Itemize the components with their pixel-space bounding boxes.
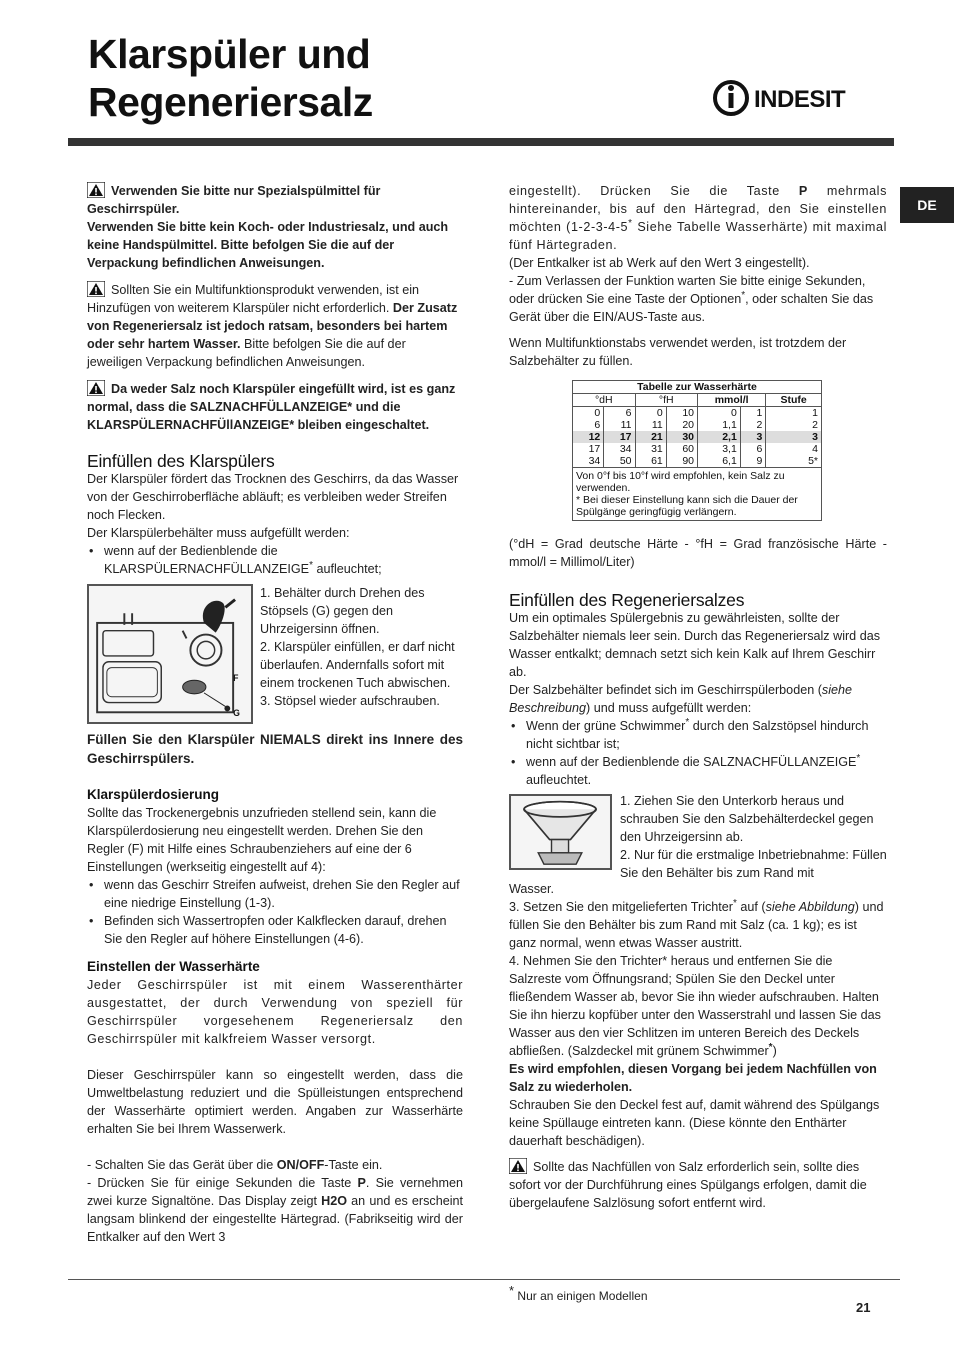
recommendation: Es wird empfohlen, diesen Vorgang bei jedem Nachfüllen von Salz zu wiederholen. xyxy=(509,1062,877,1094)
indesit-logo xyxy=(712,78,864,118)
step: Wasser. xyxy=(509,882,555,896)
label-f: F xyxy=(233,673,239,684)
warning-text: Der Zusatz von Regeneriersalz ist jedoch ratsam, besonders bei hartem oder sehr hartem Wasser. xyxy=(87,301,458,351)
warning-icon xyxy=(509,1158,527,1174)
unit-legend: (°dH = Grad deutsche Härte - °fH = Grad französische Härte - mmol/l = Millimol/Liter) xyxy=(509,537,887,569)
bullet-list xyxy=(87,542,463,578)
rinse-aid-dispenser-illustration xyxy=(87,584,253,724)
table-note: Von 0°f bis 10°f wird empfohlen, kein Salz zu verwenden. * Bei dieser Einstellung kann sich die Dauer der Spülgänge geringfügig verlängern. xyxy=(573,468,822,521)
paragraph: Der Klarspülerbehälter muss aufgefüllt werden: xyxy=(87,526,350,540)
warning-text: Verwenden Sie bitte kein Koch- oder Industriesalz, und auch keine Handspülmittel. Bitte befolgen Sie die auf der Verpackung befindlichen Anweisungen. xyxy=(87,220,449,270)
step: 1. Ziehen Sie den Unterkorb heraus und schrauben Sie den Salzbehälterdeckel gegen den Uhrzeigersinn ab. xyxy=(620,794,874,844)
water-hardness-table xyxy=(572,380,822,521)
warning-icon xyxy=(87,380,105,396)
title-line-1: Klarspüler und xyxy=(88,31,371,77)
paragraph: - Drücken Sie für einige Sekunden die Taste P. Sie vernehmen zwei kurze Signaltöne. Das Display zeigt H2O an und es erscheint langsam blinkend der eingestellte Härtegrad. (Fabrikseitig wird der Entkalker auf den Wert 3 xyxy=(87,1176,464,1244)
table-title: Tabelle zur Wasserhärte xyxy=(573,381,822,394)
table-row: 17 34 31 60 3,1 6 4 xyxy=(573,443,822,455)
table-row: 6 11 11 20 1,1 2 2 xyxy=(573,419,822,431)
footer-rule xyxy=(68,1279,900,1280)
step: 4. Nehmen Sie den Trichter* heraus und entfernen Sie die Salzreste vom Öffnungsrand; Spülen Sie den Deckel unter fließendem Wasser ab, bevor Sie ihn wieder aufschrauben. Halten Sie ihn hierzu kopfüber unter den Wasserstrahl und lassen Sie das Wasser aus den vier Schlitzen im unteren Bereich des Deckels abfließen. (Salzdeckel mit grünem Schwimmer*) xyxy=(509,954,881,1058)
paragraph: Der Salzbehälter befindet sich im Geschirrspülerboden (siehe Beschreibung) und muss aufgefüllt werden: xyxy=(509,683,853,715)
column-header: mmol/l xyxy=(698,394,766,407)
list-item: • wenn auf der Bedienblende die SALZNACHFÜLLANZEIGE* aufleuchtet. xyxy=(509,753,887,789)
paragraph: Um ein optimales Spülergebnis zu gewährleisten, sollte der Salzbehälter niemals leer sein. Durch das Regeneriersalz wird das Wasser entkalkt; demnach setzt sich kein Kalk auf Ihrem Geschirr ab. xyxy=(509,611,880,679)
step: 2. Nur für die erstmalige Inbetriebnahme: Füllen Sie den Behälter bis zum Rand mit xyxy=(620,848,887,880)
list-item: • Befinden sich Wassertropfen oder Kalkflecken darauf, drehen Sie den Regler auf höhere Einstellungen (4-6). xyxy=(87,912,463,948)
warning-text: Sollten Sie ein Multifunktionsprodukt verwenden, ist ein Hinzufügen von weiterem Klarspüler nicht erforderlich. xyxy=(87,283,420,315)
right-column xyxy=(509,182,887,1212)
step: 3. Setzen Sie den mitgelieferten Trichter* auf (siehe Abbildung) und füllen Sie den Behälter bis zum Rand mit Salz (ca. 1 kg); es ist ganz normal, wenn etwas Wasser austritt. xyxy=(509,897,884,950)
step: 1. Behälter durch Drehen des Stöpsels (G) gegen den Uhrzeigersinn öffnen. xyxy=(260,586,425,636)
warning-text: Sollte das Nachfüllen von Salz erforderlich sein, sollte dies sofort vor der Durchführung eines Spülgangs erfolgen, damit die übergelaufene Salzlösung sofort entfernt wird. xyxy=(509,1160,867,1210)
subheading-wasserhaerte: Einstellen der Wasserhärte xyxy=(87,959,260,974)
warning-indicators xyxy=(87,380,463,434)
paragraph: Sollte das Trockenergebnis unzufrieden stellend sein, kann die Klarspülerdosierung neu eingestellt werden. Drehen Sie den Regler (F) mit Hilfe eines Schraubenziehers auf eine der 6 Einstellungen (werkseitig eingestellt auf 4): xyxy=(87,806,437,874)
paragraph: Dieser Geschirrspüler kann so eingestellt werden, dass die Umweltbelastung reduziert und die Spülleistungen entsprechend der Wasserhärte optimiert werden. Angaben zur Wasserhärte erhalten Sie bei Ihrem Wasserwerk. xyxy=(87,1068,463,1136)
paragraph: Jeder Geschirrspüler ist mit einem Wasserenthärter ausgestattet, der durch Verwendung von speziell für Geschirrspüler vorgesehenem Regeneriersalz den Geschirrspüler mit kalkfreiem Wasser versorgt. xyxy=(87,978,463,1046)
list-item: • wenn auf der Bedienblende die KLARSPÜLERNACHFÜLLANZEIGE* aufleuchtet; xyxy=(87,542,463,578)
list-item: • Wenn der grüne Schwimmer* durch den Salzstöpsel hindurch nicht sichtbar ist; xyxy=(509,717,887,753)
paragraph: - Zum Verlassen der Funktion warten Sie bitte einige Sekunden, oder drücken Sie eine Taste der Optionen*, oder schalten Sie das Gerät über die EIN/AUS-Taste aus. xyxy=(509,274,874,324)
warning-icon xyxy=(87,281,105,297)
column-header: °fH xyxy=(635,394,698,407)
warning-multifunction xyxy=(87,281,463,371)
salt-block xyxy=(509,792,887,880)
paragraph: eingestellt). Drücken Sie die Taste P mehrmals hintereinander, bis auf den Härtegrad, den Sie einstellen möchten (1-2-3-4-5* Siehe Tabelle Wasserhärte) mit maximal fünf Härtegraden. xyxy=(509,184,887,252)
section-heading-regeneriersalz: Einfüllen des Regeneriersalzes xyxy=(509,590,745,610)
warning-text: Da weder Salz noch Klarspüler eingefüllt wird, ist es ganz normal, dass die SALZNACHFÜLLANZEIGE* und die KLARSPÜLERNACHFÜllANZEIGE* bleiben eingeschaltet. xyxy=(87,382,456,432)
title-line-2: Regeneriersalz xyxy=(88,79,373,125)
table-row-highlighted: 12 17 21 30 2,1 3 3 xyxy=(573,431,822,443)
paragraph: - Schalten Sie das Gerät über die ON/OFF-Taste ein. xyxy=(87,1158,383,1172)
table-row: 0 6 0 10 0 1 1 xyxy=(573,407,822,420)
page-title xyxy=(88,30,608,126)
salt-steps xyxy=(620,792,887,882)
language-tab: DE xyxy=(900,187,954,223)
warning-salt-overflow xyxy=(509,1158,887,1212)
warning-icon xyxy=(87,182,105,198)
footnote: * Nur an einigen Modellen xyxy=(509,1283,648,1303)
step: 3. Stöpsel wieder aufschrauben. xyxy=(260,694,440,708)
warning-text: Bitte befolgen Sie die auf der jeweiligen Verpackung befindlichen Anweisungen. xyxy=(87,337,406,369)
rinse-aid-steps xyxy=(260,584,465,710)
paragraph: (Der Entkalker ist ab Werk auf den Wert 3 eingestellt). xyxy=(509,256,810,270)
subheading-dosierung: Klarspülerdosierung xyxy=(87,787,220,802)
bullet-list xyxy=(509,717,887,789)
never-fill-warning: Füllen Sie den Klarspüler NIEMALS direkt ins Innere des Geschirrspülers. xyxy=(87,732,463,766)
paragraph: Der Klarspüler fördert das Trocknen des Geschirrs, da das Wasser von der Geschirroberfläche abläuft; es verbleiben weder Streifen noch Flecken. xyxy=(87,472,459,522)
step: 2. Klarspüler einfüllen, er darf nicht überlaufen. Andernfalls sofort mit einem trockenen Tuch abwischen. xyxy=(260,640,455,690)
header-rule xyxy=(68,138,894,146)
list-item: • wenn das Geschirr Streifen aufweist, drehen Sie den Regler auf eine niedrige Einstellung (1-3). xyxy=(87,876,463,912)
bullet-list xyxy=(87,876,463,948)
paragraph: Schrauben Sie den Deckel fest auf, damit während des Spülgangs keine Spüllauge eintreten kann. (Diese könnte den Enthärter dauerhaft beschädigen). xyxy=(509,1098,880,1148)
warning-text: Verwenden Sie bitte nur Spezialspülmittel für Geschirrspüler. xyxy=(87,184,381,216)
rinse-aid-block xyxy=(87,580,463,728)
paragraph: Wenn Multifunktionstabs verwendet werden, ist trotzdem der Salzbehälter zu füllen. xyxy=(509,336,847,368)
section-heading-klarspueler: Einfüllen des Klarspülers xyxy=(87,451,275,471)
column-header: °dH xyxy=(573,394,636,407)
table-row: 34 50 61 90 6,1 9 5* xyxy=(573,455,822,468)
brand-wordmark: INDESIT xyxy=(754,86,846,113)
warning-detergent xyxy=(87,182,463,272)
label-g: G xyxy=(233,708,240,719)
page-number: 21 xyxy=(856,1300,871,1315)
salt-funnel-illustration xyxy=(509,794,612,870)
left-column xyxy=(87,182,463,1246)
column-header: Stufe xyxy=(766,394,822,407)
